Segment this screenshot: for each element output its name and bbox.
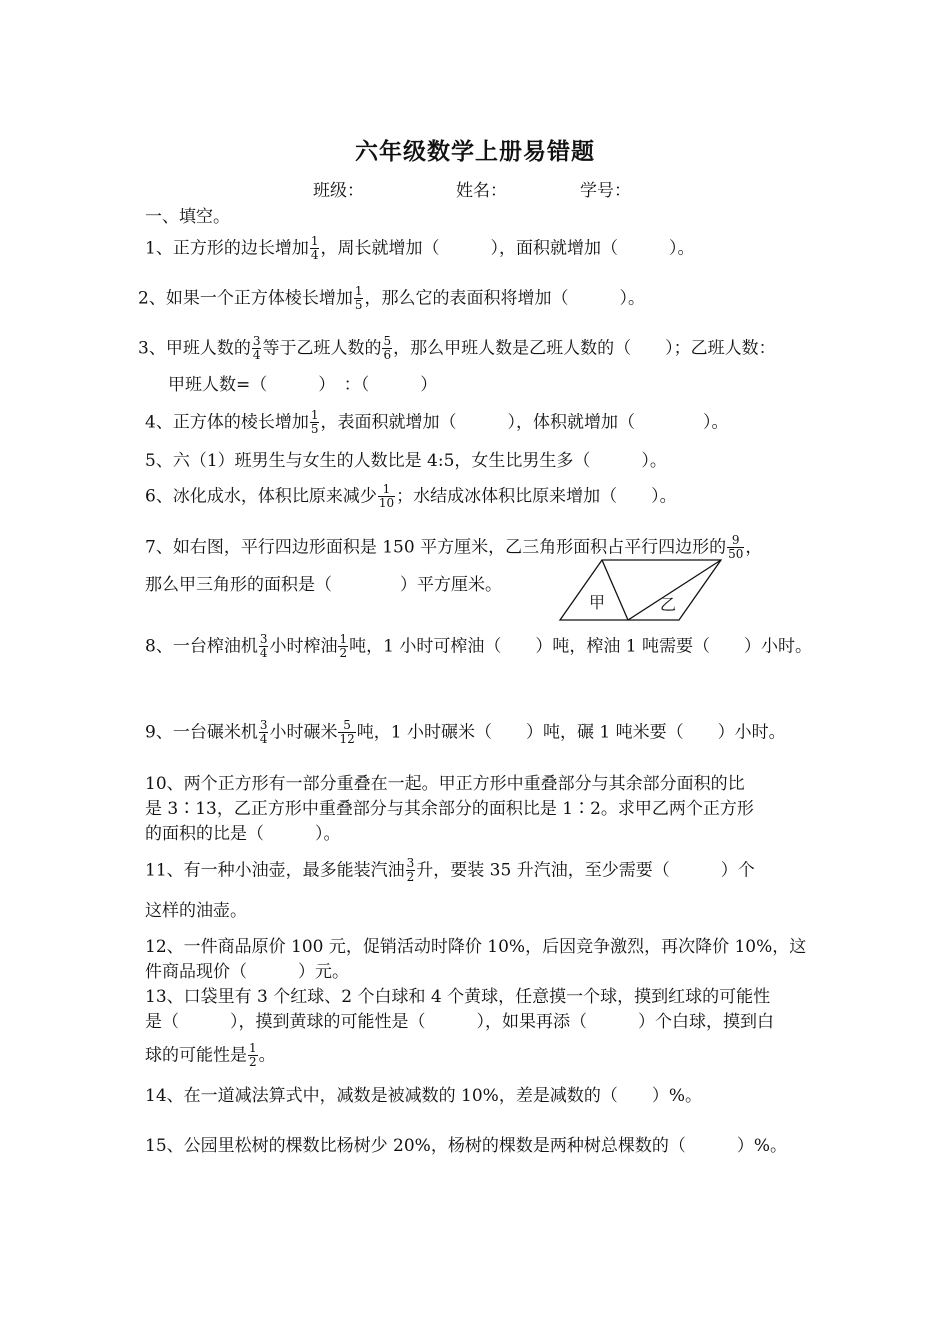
parallelogram-figure <box>556 556 728 626</box>
page-title: 六年级数学上册易错题 <box>355 138 595 165</box>
question-12-line-2: 件商品现价（ ）元。 <box>145 962 349 982</box>
question-15: 15、公园里松树的棵数比杨树少 20%，杨树的棵数是两种树总棵数的（ ）%。 <box>145 1136 787 1156</box>
question-11-line-2: 这样的油壶。 <box>145 901 247 921</box>
question-6: 6、冰化成水，体积比原来减少 $\frac{1}{10}$ ；水结成冰体积比原来增加（ ）。 <box>145 482 677 510</box>
name-field-label: 姓名： <box>456 181 507 201</box>
fraction: $\frac{3}{4}$ <box>259 718 268 746</box>
question-9: 9、一台碾米机 $\frac{3}{4}$ 小时碾米 $\frac{5}{12}$ 吨，1 小时碾米（ ）吨，碾 1 吨米要（ ）小时。 <box>145 718 786 746</box>
question-5: 5、六（1）班男生与女生的人数比是 4:5，女生比男生多（ ）。 <box>145 451 667 471</box>
question-11: 11、有一种小油壶，最多能装汽油 $\frac{3}{2}$ 升，要装 35 升汽油，至少需要（ ）个 <box>145 856 755 884</box>
question-12-line-1: 12、一件商品原价 100 元，促销活动时降价 10%，后因竞争激烈，再次降价 10%，这 <box>145 937 807 957</box>
divider-line-left <box>602 560 628 620</box>
fraction: $\frac{5}{12}$ <box>339 718 355 746</box>
section-heading: 一、填空。 <box>145 207 230 227</box>
question-4: 4、正方体的棱长增加 $\frac{1}{5}$ ，表面积就增加（ ），体积就增加（ ）。 <box>145 408 729 436</box>
fraction: $\frac{9}{50}$ <box>728 533 744 561</box>
fraction: $\frac{3}{4}$ <box>252 334 261 362</box>
question-3: 3、甲班人数的 $\frac{3}{4}$ 等于乙班人数的 $\frac{5}{6}$ ，那么甲班人数是乙班人数的（ ）；乙班人数： <box>138 334 776 362</box>
student-number-label: 学号： <box>580 181 631 201</box>
fraction: $\frac{1}{4}$ <box>310 234 319 262</box>
question-13-line-2: 是（ ），摸到黄球的可能性是（ ），如果再添（ ）个白球，摸到白 <box>145 1012 774 1032</box>
label-jia: 甲 <box>589 593 606 612</box>
question-13-line-1: 13、口袋里有 3 个红球、2 个白球和 4 个黄球，任意摸一个球，摸到红球的可能性 <box>145 987 771 1007</box>
fraction: $\frac{1}{5}$ <box>310 408 319 436</box>
question-2: 2、如果一个正方体棱长增加 $\frac{1}{5}$ ，那么它的表面积将增加（ ）。 <box>138 284 645 312</box>
fraction: $\frac{1}{2}$ <box>249 1041 257 1069</box>
question-10-line-2: 是 3∶13，乙正方形中重叠部分与其余部分的面积比是 1∶2。求甲乙两个正方形 <box>145 799 754 819</box>
label-yi: 乙 <box>660 595 677 614</box>
question-10-line-1: 10、两个正方形有一部分重叠在一起。甲正方形中重叠部分与其余部分面积的比 <box>145 774 745 794</box>
question-1: 1、正方形的边长增加 $\frac{1}{4}$ ，周长就增加（ ），面积就增加（ ）。 <box>145 234 695 262</box>
question-8: 8、一台榨油机 $\frac{3}{4}$ 小时榨油 $\frac{1}{2}$ 吨，1 小时可榨油（ ）吨，榨油 1 吨需要（ ）小时。 <box>145 632 812 660</box>
parallelogram-outline <box>560 560 721 620</box>
fraction: $\frac{1}{5}$ <box>354 284 363 312</box>
question-7: 7、如右图，平行四边形面积是 150 平方厘米，乙三角形面积占平行四边形的 $\frac{9}{50}$ ， <box>145 533 763 561</box>
fraction: $\frac{5}{6}$ <box>383 334 392 362</box>
fraction: $\frac{3}{4}$ <box>259 632 268 660</box>
question-14: 14、在一道减法算式中，减数是被减数的 10%，差是减数的（ ）%。 <box>145 1086 702 1106</box>
question-13-line-3: 球的可能性是 $\frac{1}{2}$ 。 <box>145 1041 276 1069</box>
fraction: $\frac{1}{10}$ <box>378 482 395 510</box>
class-field-label: 班级： <box>313 181 364 201</box>
question-3-line-2: 甲班人数=（ ） ：（ ） <box>168 375 438 395</box>
fraction: $\frac{1}{2}$ <box>339 632 348 660</box>
question-10-line-3: 的面积的比是（ ）。 <box>145 824 341 844</box>
question-7-line-2: 那么甲三角形的面积是（ ）平方厘米。 <box>145 575 502 595</box>
fraction: $\frac{3}{2}$ <box>406 856 415 884</box>
